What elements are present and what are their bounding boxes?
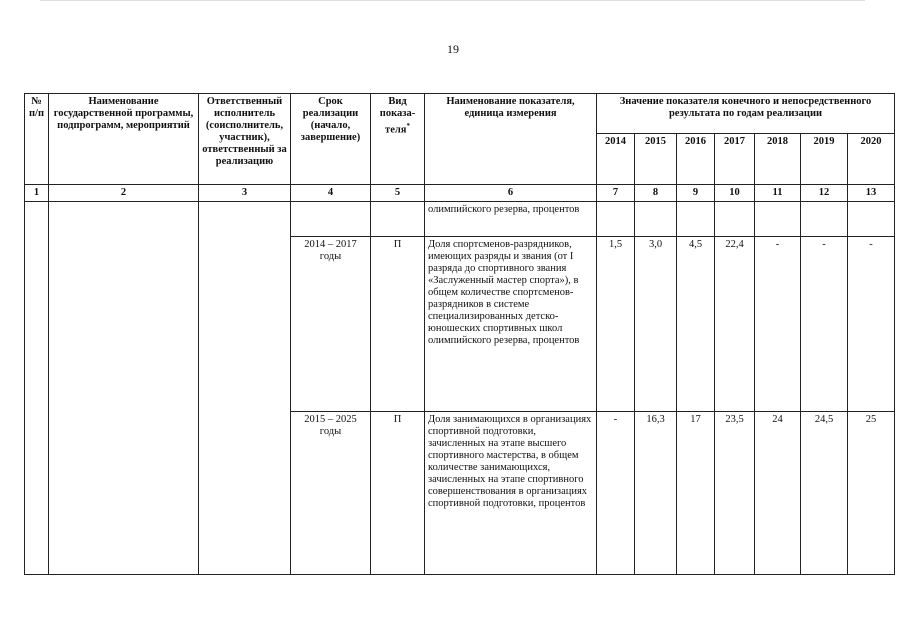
cell-period [291,202,371,237]
cell-value: 23,5 [715,412,755,575]
cell-value [677,202,715,237]
cell-period: 2014 – 2017 годы [291,237,371,412]
column-number: 13 [848,185,895,202]
cell-value: 17 [677,412,715,575]
table-row [25,202,895,237]
cell-value [848,202,895,237]
header-row-1 [25,94,895,134]
column-number: 5 [371,185,425,202]
column-number: 9 [677,185,715,202]
column-number: 11 [755,185,801,202]
header-number: № п/п [25,94,49,185]
column-number: 1 [25,185,49,202]
header-program-name: Наименование государственной программы, подпрограмм, мероприятий [49,94,199,185]
header-indicator-name: Наименование показателя, единица измерения [425,94,597,185]
cell-number [25,202,49,575]
cell-value: 25 [848,412,895,575]
column-numbers-row [25,185,895,202]
cell-indicator-type [371,202,425,237]
column-number: 3 [199,185,291,202]
cell-responsible [199,202,291,575]
cell-value: - [848,237,895,412]
column-number: 4 [291,185,371,202]
cell-value [755,202,801,237]
cell-value [801,202,848,237]
column-number: 8 [635,185,677,202]
header-year: 2014 [597,134,635,185]
cell-value [635,202,677,237]
cell-program-name [49,202,199,575]
cell-value: - [597,412,635,575]
cell-value: - [801,237,848,412]
cell-value: 1,5 [597,237,635,412]
cell-indicator-name: олимпийского резерва, процентов [425,202,597,237]
cell-value: 24 [755,412,801,575]
cell-value [715,202,755,237]
cell-indicator-type: П [371,237,425,412]
column-number: 12 [801,185,848,202]
header-year: 2017 [715,134,755,185]
cell-value: 24,5 [801,412,848,575]
cell-value [597,202,635,237]
header-indicator-type-text: Вид показа-теля [379,96,416,136]
header-year: 2020 [848,134,895,185]
cell-indicator-name: Доля занимающихся в организациях спортивной подготовки, зачисленных на этапе высшего спортивного мастерства, в общем количестве занимающихся, зачисленных на этапе спортивного совершенствования в организациях спортивной подготовки, процентов [425,412,597,575]
header-year: 2019 [801,134,848,185]
header-year: 2015 [635,134,677,185]
header-year: 2016 [677,134,715,185]
cell-value: 3,0 [635,237,677,412]
column-number: 7 [597,185,635,202]
header-year: 2018 [755,134,801,185]
column-number: 6 [425,185,597,202]
column-number: 2 [49,185,199,202]
cell-period: 2015 – 2025 годы [291,412,371,575]
cell-value: 22,4 [715,237,755,412]
indicators-table [24,93,895,575]
header-responsible: Ответственный исполнитель (соисполнитель, участник), ответственный за реализацию [199,94,291,185]
cell-value: 16,3 [635,412,677,575]
cell-indicator-type: П [371,412,425,575]
column-number: 10 [715,185,755,202]
cell-value: - [755,237,801,412]
footnote-mark: * [406,122,410,130]
header-period: Срок реализации (начало, завершение) [291,94,371,185]
scan-top-edge [40,0,865,1]
page-number: 19 [447,42,459,56]
header-indicator-type [371,94,425,185]
cell-indicator-name: Доля спортсменов-разрядников, имеющих разряды и звания (от I разряда до спортивного звания «Заслуженный мастер спорта»), в общем количестве спортсменов-разрядников в системе специализированных детско-юношеских спортивных школ олимпийского резерва, процентов [425,237,597,412]
cell-value: 4,5 [677,237,715,412]
header-years-title: Значение показателя конечного и непосредственного результата по годам реализации [597,94,895,134]
